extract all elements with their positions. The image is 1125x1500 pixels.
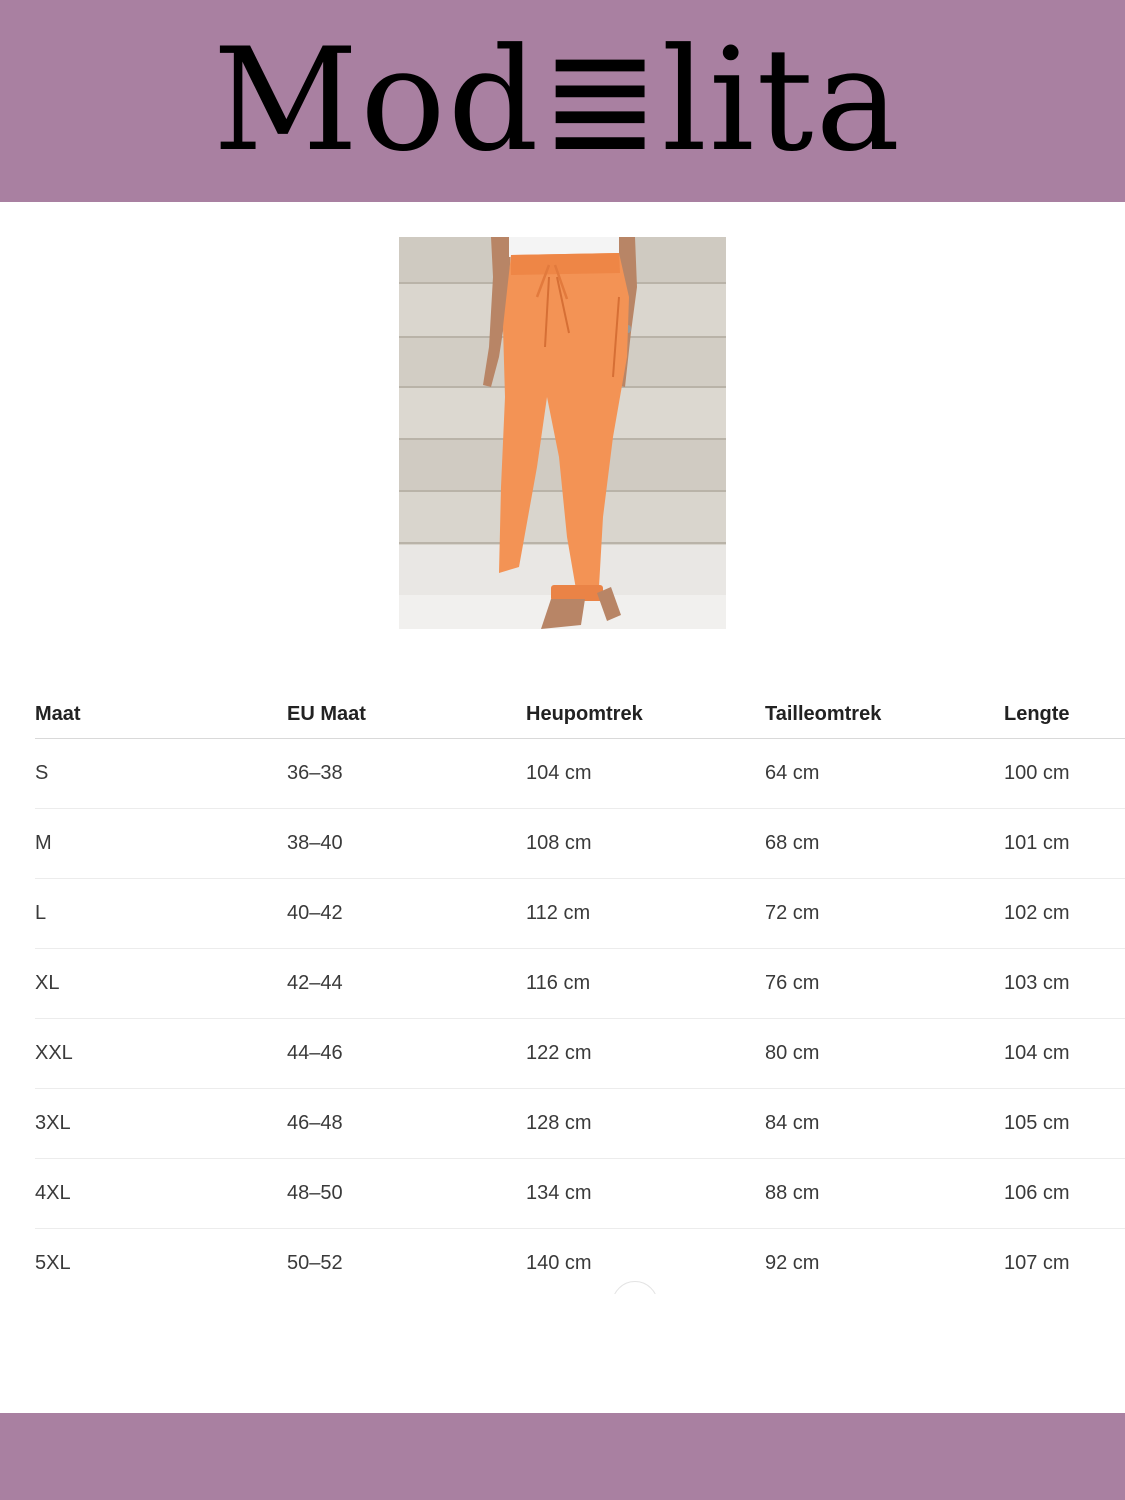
cell-size: XL xyxy=(35,949,287,1019)
cell-hip: 104 cm xyxy=(526,739,765,809)
scroll-up-button[interactable] xyxy=(610,1280,658,1294)
cell-waist: 68 cm xyxy=(765,809,1004,879)
cell-size: M xyxy=(35,809,287,879)
table-row xyxy=(35,809,1125,879)
table-row xyxy=(35,1089,1125,1159)
product-photo xyxy=(399,237,726,629)
cell-waist: 64 cm xyxy=(765,739,1004,809)
cell-waist: 92 cm xyxy=(765,1252,820,1274)
column-header-waist: Tailleomtrek xyxy=(765,690,1004,739)
cell-eu-size: 46–48 xyxy=(287,1089,526,1159)
orange-linen-pants-photo xyxy=(399,237,726,629)
cell-hip: 108 cm xyxy=(526,809,765,879)
table-row xyxy=(35,1159,1125,1229)
cell-hip: 140 cm xyxy=(526,1252,592,1274)
cell-eu-size: 40–42 xyxy=(287,879,526,949)
table-row xyxy=(35,1229,1125,1299)
cell-waist: 80 cm xyxy=(765,1019,1004,1089)
cell-eu-size: 48–50 xyxy=(287,1159,526,1229)
cell-waist: 76 cm xyxy=(765,949,1004,1019)
cell-hip: 134 cm xyxy=(526,1159,765,1229)
table-row xyxy=(35,879,1125,949)
cell-length: 104 cm xyxy=(1004,1019,1125,1089)
cell-eu-size: 44–46 xyxy=(287,1019,526,1089)
cell-length: 102 cm xyxy=(1004,879,1125,949)
size-table xyxy=(35,690,1125,1298)
brand-footer xyxy=(0,1413,1125,1500)
table-row xyxy=(35,1019,1125,1089)
cell-eu-size: 42–44 xyxy=(287,949,526,1019)
column-header-eu-size: EU Maat xyxy=(287,690,526,739)
cell-size: 3XL xyxy=(35,1089,287,1159)
table-header-row xyxy=(35,690,1125,739)
cell-eu-size: 50–52 xyxy=(287,1252,343,1274)
cell-length: 101 cm xyxy=(1004,809,1125,879)
cutoff-remnant xyxy=(35,657,335,665)
cell-waist: 84 cm xyxy=(765,1089,1004,1159)
cell-waist: 72 cm xyxy=(765,879,1004,949)
cell-length: 105 cm xyxy=(1004,1089,1125,1159)
brand-logo: Mod≣lita xyxy=(212,18,903,183)
table-row xyxy=(35,739,1125,809)
cell-size: 5XL xyxy=(35,1252,71,1274)
column-header-length: Lengte xyxy=(1004,690,1125,739)
cell-eu-size: 36–38 xyxy=(287,739,526,809)
cell-size: XXL xyxy=(35,1019,287,1089)
column-header-hip: Heupomtrek xyxy=(526,690,765,739)
cell-size: 4XL xyxy=(35,1159,287,1229)
cell-size: S xyxy=(35,739,287,809)
cell-waist: 88 cm xyxy=(765,1159,1004,1229)
table-row xyxy=(35,949,1125,1019)
cell-length: 100 cm xyxy=(1004,739,1125,809)
cell-hip: 128 cm xyxy=(526,1089,765,1159)
column-header-size: Maat xyxy=(35,690,287,739)
cell-length: 103 cm xyxy=(1004,949,1125,1019)
cell-hip: 116 cm xyxy=(526,949,765,1019)
cell-length: 106 cm xyxy=(1004,1159,1125,1229)
cell-hip: 112 cm xyxy=(526,879,765,949)
cell-eu-size: 38–40 xyxy=(287,809,526,879)
cell-hip: 122 cm xyxy=(526,1019,765,1089)
brand-header xyxy=(0,0,1125,202)
cell-length: 107 cm xyxy=(1004,1252,1070,1274)
cell-size: L xyxy=(35,879,287,949)
